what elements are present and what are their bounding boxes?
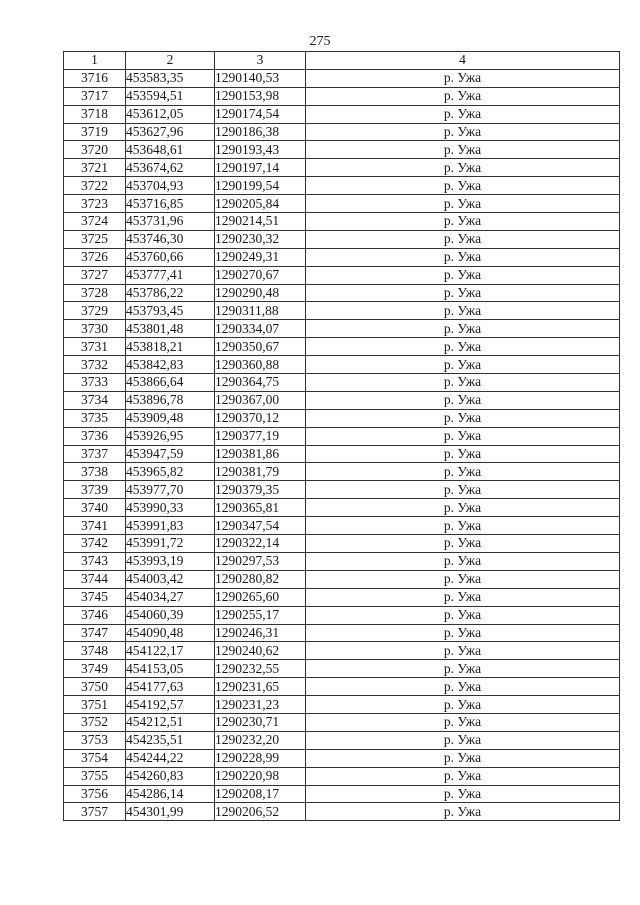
y-coordinate-cell: 1290350,67 bbox=[215, 338, 306, 356]
point-number-cell: 3716 bbox=[64, 69, 126, 87]
x-coordinate-cell: 453731,96 bbox=[126, 213, 215, 231]
x-coordinate-cell: 453627,96 bbox=[126, 123, 215, 141]
point-number-cell: 3751 bbox=[64, 696, 126, 714]
x-coordinate-cell: 453704,93 bbox=[126, 177, 215, 195]
table-row bbox=[64, 570, 620, 588]
table-row bbox=[64, 785, 620, 803]
y-coordinate-cell: 1290360,88 bbox=[215, 356, 306, 374]
table-row bbox=[64, 338, 620, 356]
column-header-x: 2 bbox=[126, 52, 215, 70]
description-cell: р. Ужа bbox=[306, 284, 620, 302]
table-row bbox=[64, 123, 620, 141]
description-cell: р. Ужа bbox=[306, 535, 620, 553]
y-coordinate-cell: 1290230,32 bbox=[215, 230, 306, 248]
column-header-description: 4 bbox=[306, 52, 620, 70]
table-row bbox=[64, 374, 620, 392]
description-cell: р. Ужа bbox=[306, 248, 620, 266]
y-coordinate-cell: 1290249,31 bbox=[215, 248, 306, 266]
table-header-row bbox=[64, 52, 620, 70]
table-body bbox=[64, 69, 620, 820]
x-coordinate-cell: 453896,78 bbox=[126, 391, 215, 409]
x-coordinate-cell: 454153,05 bbox=[126, 660, 215, 678]
point-number-cell: 3755 bbox=[64, 767, 126, 785]
description-cell: р. Ужа bbox=[306, 463, 620, 481]
table-row bbox=[64, 409, 620, 427]
point-number-cell: 3744 bbox=[64, 570, 126, 588]
table-row bbox=[64, 642, 620, 660]
column-header-number: 1 bbox=[64, 52, 126, 70]
table-row bbox=[64, 105, 620, 123]
table-row bbox=[64, 248, 620, 266]
point-number-cell: 3732 bbox=[64, 356, 126, 374]
y-coordinate-cell: 1290365,81 bbox=[215, 499, 306, 517]
y-coordinate-cell: 1290214,51 bbox=[215, 213, 306, 231]
x-coordinate-cell: 453947,59 bbox=[126, 445, 215, 463]
table-row bbox=[64, 606, 620, 624]
table-row bbox=[64, 552, 620, 570]
description-cell: р. Ужа bbox=[306, 374, 620, 392]
table-row bbox=[64, 588, 620, 606]
x-coordinate-cell: 453993,19 bbox=[126, 552, 215, 570]
table-row bbox=[64, 517, 620, 535]
point-number-cell: 3726 bbox=[64, 248, 126, 266]
point-number-cell: 3738 bbox=[64, 463, 126, 481]
table-row bbox=[64, 159, 620, 177]
x-coordinate-cell: 453716,85 bbox=[126, 195, 215, 213]
y-coordinate-cell: 1290265,60 bbox=[215, 588, 306, 606]
y-coordinate-cell: 1290255,17 bbox=[215, 606, 306, 624]
x-coordinate-cell: 453842,83 bbox=[126, 356, 215, 374]
description-cell: р. Ужа bbox=[306, 159, 620, 177]
point-number-cell: 3757 bbox=[64, 803, 126, 821]
point-number-cell: 3740 bbox=[64, 499, 126, 517]
x-coordinate-cell: 454192,57 bbox=[126, 696, 215, 714]
table-row bbox=[64, 535, 620, 553]
description-cell: р. Ужа bbox=[306, 713, 620, 731]
y-coordinate-cell: 1290311,88 bbox=[215, 302, 306, 320]
point-number-cell: 3743 bbox=[64, 552, 126, 570]
point-number-cell: 3733 bbox=[64, 374, 126, 392]
y-coordinate-cell: 1290232,55 bbox=[215, 660, 306, 678]
y-coordinate-cell: 1290347,54 bbox=[215, 517, 306, 535]
table-row bbox=[64, 320, 620, 338]
x-coordinate-cell: 453793,45 bbox=[126, 302, 215, 320]
y-coordinate-cell: 1290174,54 bbox=[215, 105, 306, 123]
point-number-cell: 3745 bbox=[64, 588, 126, 606]
page-number: 275 bbox=[309, 34, 331, 49]
description-cell: р. Ужа bbox=[306, 213, 620, 231]
y-coordinate-cell: 1290153,98 bbox=[215, 87, 306, 105]
point-number-cell: 3749 bbox=[64, 660, 126, 678]
point-number-cell: 3725 bbox=[64, 230, 126, 248]
table-row bbox=[64, 713, 620, 731]
point-number-cell: 3727 bbox=[64, 266, 126, 284]
description-cell: р. Ужа bbox=[306, 749, 620, 767]
coordinates-table bbox=[63, 51, 620, 821]
point-number-cell: 3721 bbox=[64, 159, 126, 177]
description-cell: р. Ужа bbox=[306, 481, 620, 499]
point-number-cell: 3741 bbox=[64, 517, 126, 535]
x-coordinate-cell: 453909,48 bbox=[126, 409, 215, 427]
description-cell: р. Ужа bbox=[306, 266, 620, 284]
description-cell: р. Ужа bbox=[306, 302, 620, 320]
point-number-cell: 3734 bbox=[64, 391, 126, 409]
x-coordinate-cell: 454244,22 bbox=[126, 749, 215, 767]
x-coordinate-cell: 453818,21 bbox=[126, 338, 215, 356]
table-row bbox=[64, 87, 620, 105]
description-cell: р. Ужа bbox=[306, 624, 620, 642]
point-number-cell: 3720 bbox=[64, 141, 126, 159]
x-coordinate-cell: 454260,83 bbox=[126, 767, 215, 785]
point-number-cell: 3724 bbox=[64, 213, 126, 231]
point-number-cell: 3731 bbox=[64, 338, 126, 356]
point-number-cell: 3737 bbox=[64, 445, 126, 463]
x-coordinate-cell: 453674,62 bbox=[126, 159, 215, 177]
y-coordinate-cell: 1290208,17 bbox=[215, 785, 306, 803]
point-number-cell: 3746 bbox=[64, 606, 126, 624]
x-coordinate-cell: 453648,61 bbox=[126, 141, 215, 159]
point-number-cell: 3730 bbox=[64, 320, 126, 338]
y-coordinate-cell: 1290381,86 bbox=[215, 445, 306, 463]
x-coordinate-cell: 453583,35 bbox=[126, 69, 215, 87]
table-row bbox=[64, 445, 620, 463]
point-number-cell: 3742 bbox=[64, 535, 126, 553]
y-coordinate-cell: 1290379,35 bbox=[215, 481, 306, 499]
point-number-cell: 3719 bbox=[64, 123, 126, 141]
y-coordinate-cell: 1290297,53 bbox=[215, 552, 306, 570]
table-row bbox=[64, 749, 620, 767]
y-coordinate-cell: 1290193,43 bbox=[215, 141, 306, 159]
x-coordinate-cell: 453786,22 bbox=[126, 284, 215, 302]
x-coordinate-cell: 453866,64 bbox=[126, 374, 215, 392]
y-coordinate-cell: 1290322,14 bbox=[215, 535, 306, 553]
table-row bbox=[64, 230, 620, 248]
point-number-cell: 3722 bbox=[64, 177, 126, 195]
description-cell: р. Ужа bbox=[306, 69, 620, 87]
y-coordinate-cell: 1290381,79 bbox=[215, 463, 306, 481]
x-coordinate-cell: 453965,82 bbox=[126, 463, 215, 481]
description-cell: р. Ужа bbox=[306, 123, 620, 141]
description-cell: р. Ужа bbox=[306, 588, 620, 606]
description-cell: р. Ужа bbox=[306, 803, 620, 821]
description-cell: р. Ужа bbox=[306, 87, 620, 105]
y-coordinate-cell: 1290232,20 bbox=[215, 731, 306, 749]
y-coordinate-cell: 1290246,31 bbox=[215, 624, 306, 642]
description-cell: р. Ужа bbox=[306, 517, 620, 535]
description-cell: р. Ужа bbox=[306, 445, 620, 463]
y-coordinate-cell: 1290231,23 bbox=[215, 696, 306, 714]
x-coordinate-cell: 453990,33 bbox=[126, 499, 215, 517]
table-row bbox=[64, 141, 620, 159]
y-coordinate-cell: 1290206,52 bbox=[215, 803, 306, 821]
description-cell: р. Ужа bbox=[306, 499, 620, 517]
x-coordinate-cell: 453777,41 bbox=[126, 266, 215, 284]
point-number-cell: 3739 bbox=[64, 481, 126, 499]
table-row bbox=[64, 195, 620, 213]
table-row bbox=[64, 213, 620, 231]
x-coordinate-cell: 453977,70 bbox=[126, 481, 215, 499]
description-cell: р. Ужа bbox=[306, 409, 620, 427]
point-number-cell: 3754 bbox=[64, 749, 126, 767]
point-number-cell: 3748 bbox=[64, 642, 126, 660]
y-coordinate-cell: 1290377,19 bbox=[215, 427, 306, 445]
y-coordinate-cell: 1290240,62 bbox=[215, 642, 306, 660]
y-coordinate-cell: 1290197,14 bbox=[215, 159, 306, 177]
table-row bbox=[64, 463, 620, 481]
x-coordinate-cell: 454034,27 bbox=[126, 588, 215, 606]
description-cell: р. Ужа bbox=[306, 642, 620, 660]
point-number-cell: 3756 bbox=[64, 785, 126, 803]
description-cell: р. Ужа bbox=[306, 338, 620, 356]
table-row bbox=[64, 266, 620, 284]
x-coordinate-cell: 454090,48 bbox=[126, 624, 215, 642]
column-header-y: 3 bbox=[215, 52, 306, 70]
description-cell: р. Ужа bbox=[306, 141, 620, 159]
y-coordinate-cell: 1290364,75 bbox=[215, 374, 306, 392]
table-row bbox=[64, 427, 620, 445]
table-row bbox=[64, 284, 620, 302]
description-cell: р. Ужа bbox=[306, 105, 620, 123]
description-cell: р. Ужа bbox=[306, 696, 620, 714]
y-coordinate-cell: 1290367,00 bbox=[215, 391, 306, 409]
description-cell: р. Ужа bbox=[306, 785, 620, 803]
x-coordinate-cell: 454301,99 bbox=[126, 803, 215, 821]
description-cell: р. Ужа bbox=[306, 177, 620, 195]
x-coordinate-cell: 454122,17 bbox=[126, 642, 215, 660]
table-row bbox=[64, 731, 620, 749]
table-row bbox=[64, 660, 620, 678]
description-cell: р. Ужа bbox=[306, 195, 620, 213]
y-coordinate-cell: 1290220,98 bbox=[215, 767, 306, 785]
table-row bbox=[64, 356, 620, 374]
y-coordinate-cell: 1290228,99 bbox=[215, 749, 306, 767]
description-cell: р. Ужа bbox=[306, 356, 620, 374]
x-coordinate-cell: 454060,39 bbox=[126, 606, 215, 624]
x-coordinate-cell: 453926,95 bbox=[126, 427, 215, 445]
point-number-cell: 3729 bbox=[64, 302, 126, 320]
y-coordinate-cell: 1290370,12 bbox=[215, 409, 306, 427]
x-coordinate-cell: 454235,51 bbox=[126, 731, 215, 749]
point-number-cell: 3728 bbox=[64, 284, 126, 302]
description-cell: р. Ужа bbox=[306, 320, 620, 338]
table-row bbox=[64, 624, 620, 642]
description-cell: р. Ужа bbox=[306, 731, 620, 749]
table-row bbox=[64, 391, 620, 409]
y-coordinate-cell: 1290230,71 bbox=[215, 713, 306, 731]
y-coordinate-cell: 1290140,53 bbox=[215, 69, 306, 87]
description-cell: р. Ужа bbox=[306, 230, 620, 248]
table-row bbox=[64, 481, 620, 499]
y-coordinate-cell: 1290199,54 bbox=[215, 177, 306, 195]
point-number-cell: 3747 bbox=[64, 624, 126, 642]
x-coordinate-cell: 453594,51 bbox=[126, 87, 215, 105]
point-number-cell: 3752 bbox=[64, 713, 126, 731]
table-row bbox=[64, 499, 620, 517]
y-coordinate-cell: 1290280,82 bbox=[215, 570, 306, 588]
x-coordinate-cell: 453991,83 bbox=[126, 517, 215, 535]
point-number-cell: 3736 bbox=[64, 427, 126, 445]
x-coordinate-cell: 454177,63 bbox=[126, 678, 215, 696]
table-row bbox=[64, 696, 620, 714]
description-cell: р. Ужа bbox=[306, 570, 620, 588]
y-coordinate-cell: 1290186,38 bbox=[215, 123, 306, 141]
y-coordinate-cell: 1290270,67 bbox=[215, 266, 306, 284]
x-coordinate-cell: 453801,48 bbox=[126, 320, 215, 338]
x-coordinate-cell: 454212,51 bbox=[126, 713, 215, 731]
x-coordinate-cell: 453746,30 bbox=[126, 230, 215, 248]
description-cell: р. Ужа bbox=[306, 391, 620, 409]
x-coordinate-cell: 453991,72 bbox=[126, 535, 215, 553]
point-number-cell: 3723 bbox=[64, 195, 126, 213]
point-number-cell: 3735 bbox=[64, 409, 126, 427]
description-cell: р. Ужа bbox=[306, 660, 620, 678]
table-row bbox=[64, 302, 620, 320]
point-number-cell: 3717 bbox=[64, 87, 126, 105]
description-cell: р. Ужа bbox=[306, 678, 620, 696]
x-coordinate-cell: 453612,05 bbox=[126, 105, 215, 123]
description-cell: р. Ужа bbox=[306, 606, 620, 624]
table-row bbox=[64, 69, 620, 87]
table-row bbox=[64, 767, 620, 785]
description-cell: р. Ужа bbox=[306, 552, 620, 570]
y-coordinate-cell: 1290231,65 bbox=[215, 678, 306, 696]
x-coordinate-cell: 454003,42 bbox=[126, 570, 215, 588]
x-coordinate-cell: 453760,66 bbox=[126, 248, 215, 266]
description-cell: р. Ужа bbox=[306, 767, 620, 785]
point-number-cell: 3753 bbox=[64, 731, 126, 749]
table-row bbox=[64, 177, 620, 195]
point-number-cell: 3750 bbox=[64, 678, 126, 696]
table-row bbox=[64, 678, 620, 696]
table-row bbox=[64, 803, 620, 821]
y-coordinate-cell: 1290205,84 bbox=[215, 195, 306, 213]
x-coordinate-cell: 454286,14 bbox=[126, 785, 215, 803]
y-coordinate-cell: 1290290,48 bbox=[215, 284, 306, 302]
point-number-cell: 3718 bbox=[64, 105, 126, 123]
y-coordinate-cell: 1290334,07 bbox=[215, 320, 306, 338]
description-cell: р. Ужа bbox=[306, 427, 620, 445]
